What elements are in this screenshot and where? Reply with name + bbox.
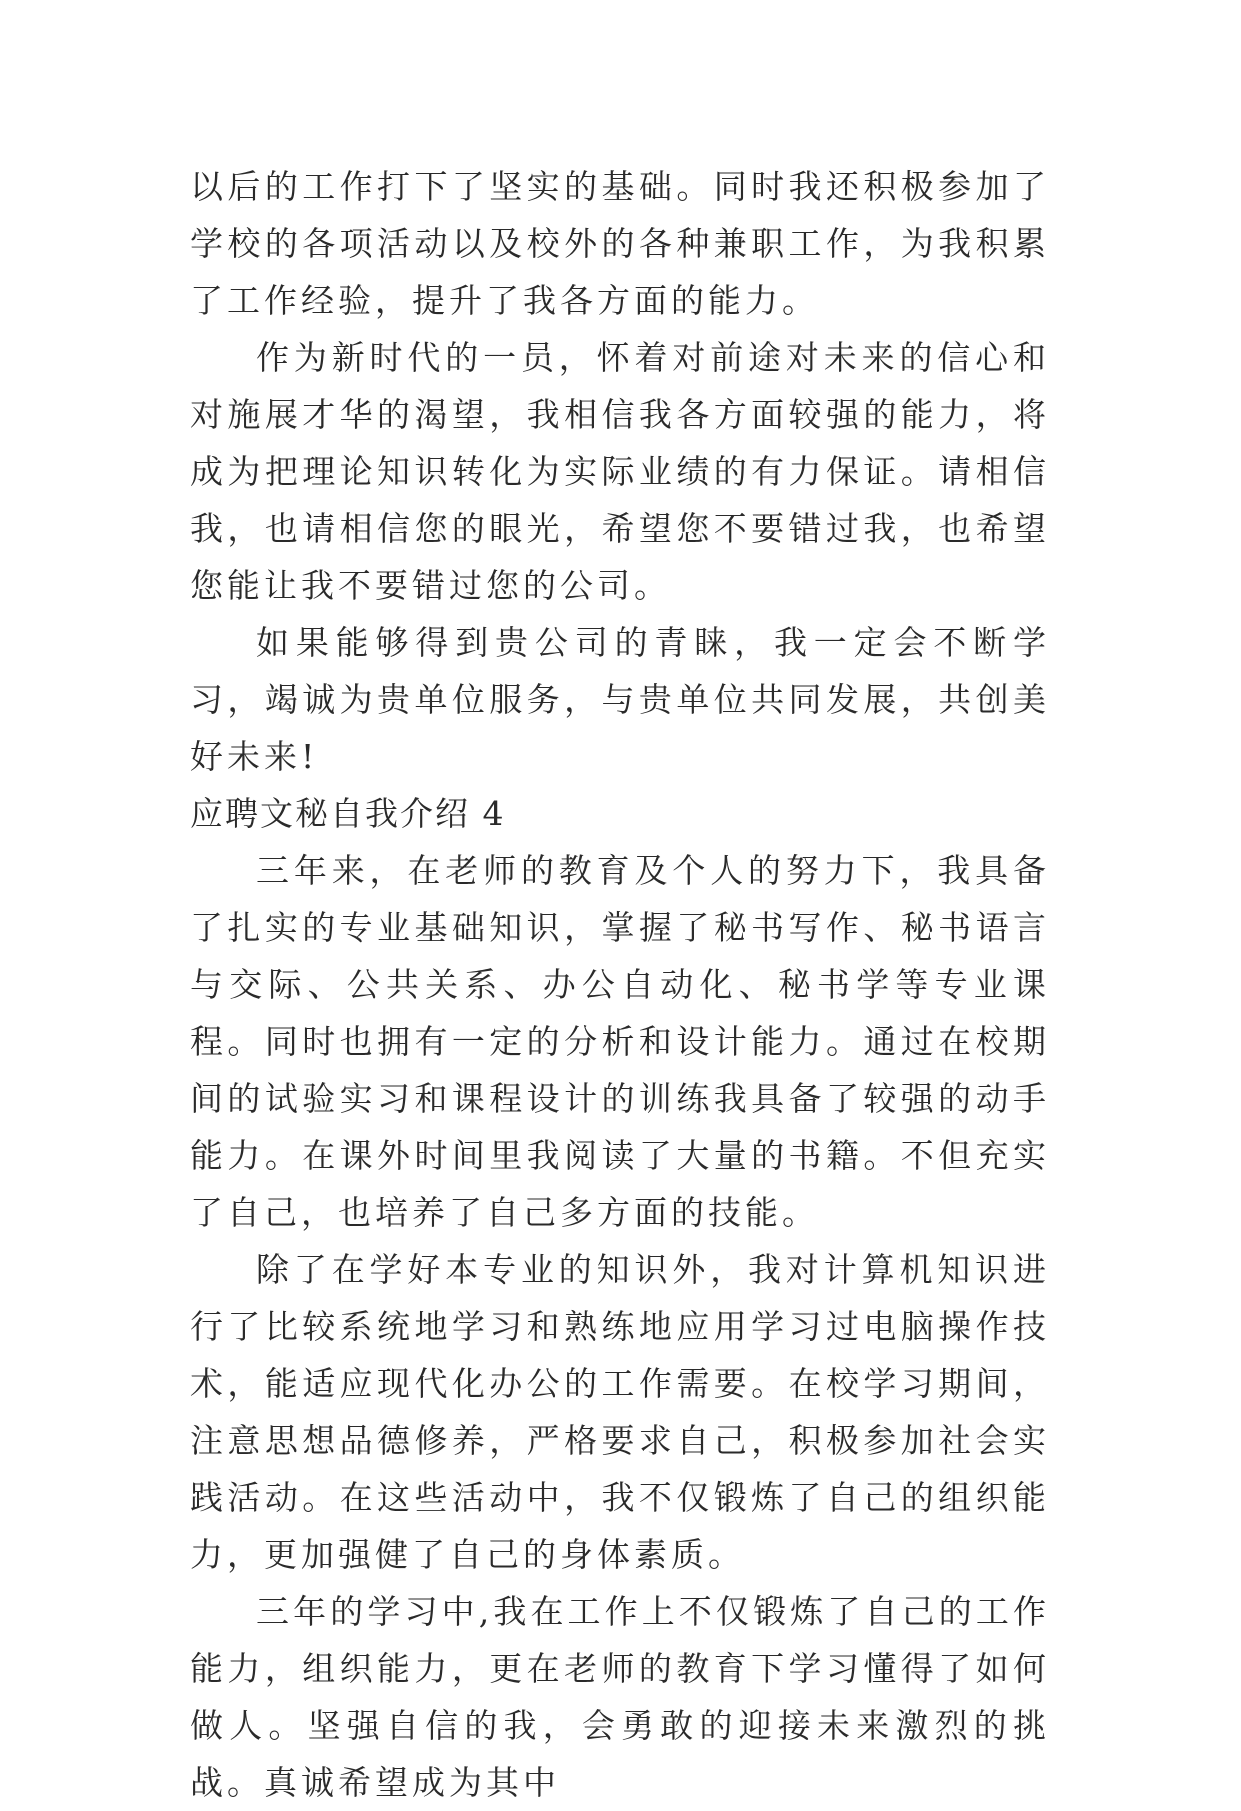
section-heading: 应聘文秘自我介绍 4 (190, 794, 506, 833)
paragraph-4: 三年来，在老师的教育及个人的努力下，我具备了扎实的专业基础知识，掌握了秘书写作、秘书语言与交际、公共关系、办公自动化、秘书学等专业课程。同时也拥有一定的分析和设计能力。通过在校期间的试验实习和课程设计的训练我具备了较强的动手能力。在课外时间里我阅读了大量的书籍。不但充实了自己，也培养了自己多方面的技能。 (190, 851, 1050, 1232)
document-body (190, 158, 1050, 1811)
paragraph-1: 以后的工作打下了坚实的基础。同时我还积极参加了学校的各项活动以及校外的各种兼职工作，为我积累了工作经验，提升了我各方面的能力。 (190, 167, 1050, 320)
paragraph-2: 作为新时代的一员，怀着对前途对未来的信心和对施展才华的渴望，我相信我各方面较强的能力，将成为把理论知识转化为实际业绩的有力保证。请相信我，也请相信您的眼光，希望您不要错过我，也希望您能让我不要错过您的公司。 (190, 338, 1050, 605)
paragraph-5: 除了在学好本专业的知识外，我对计算机知识进行了比较系统地学习和熟练地应用学习过电脑操作技术，能适应现代化办公的工作需要。在校学习期间，注意思想品德修养，严格要求自己，积极参加社会实践活动。在这些活动中，我不仅锻炼了自己的组织能力，更加强健了自己的身体素质。 (190, 1250, 1050, 1574)
paragraph-3: 如果能够得到贵公司的青睐，我一定会不断学习，竭诚为贵单位服务，与贵单位共同发展，共创美好未来! (190, 623, 1050, 776)
paragraph-6: 三年的学习中,我在工作上不仅锻炼了自己的工作能力，组织能力，更在老师的教育下学习懂得了如何做人。坚强自信的我，会勇敢的迎接未来激烈的挑战。真诚希望成为其中 (190, 1592, 1050, 1802)
